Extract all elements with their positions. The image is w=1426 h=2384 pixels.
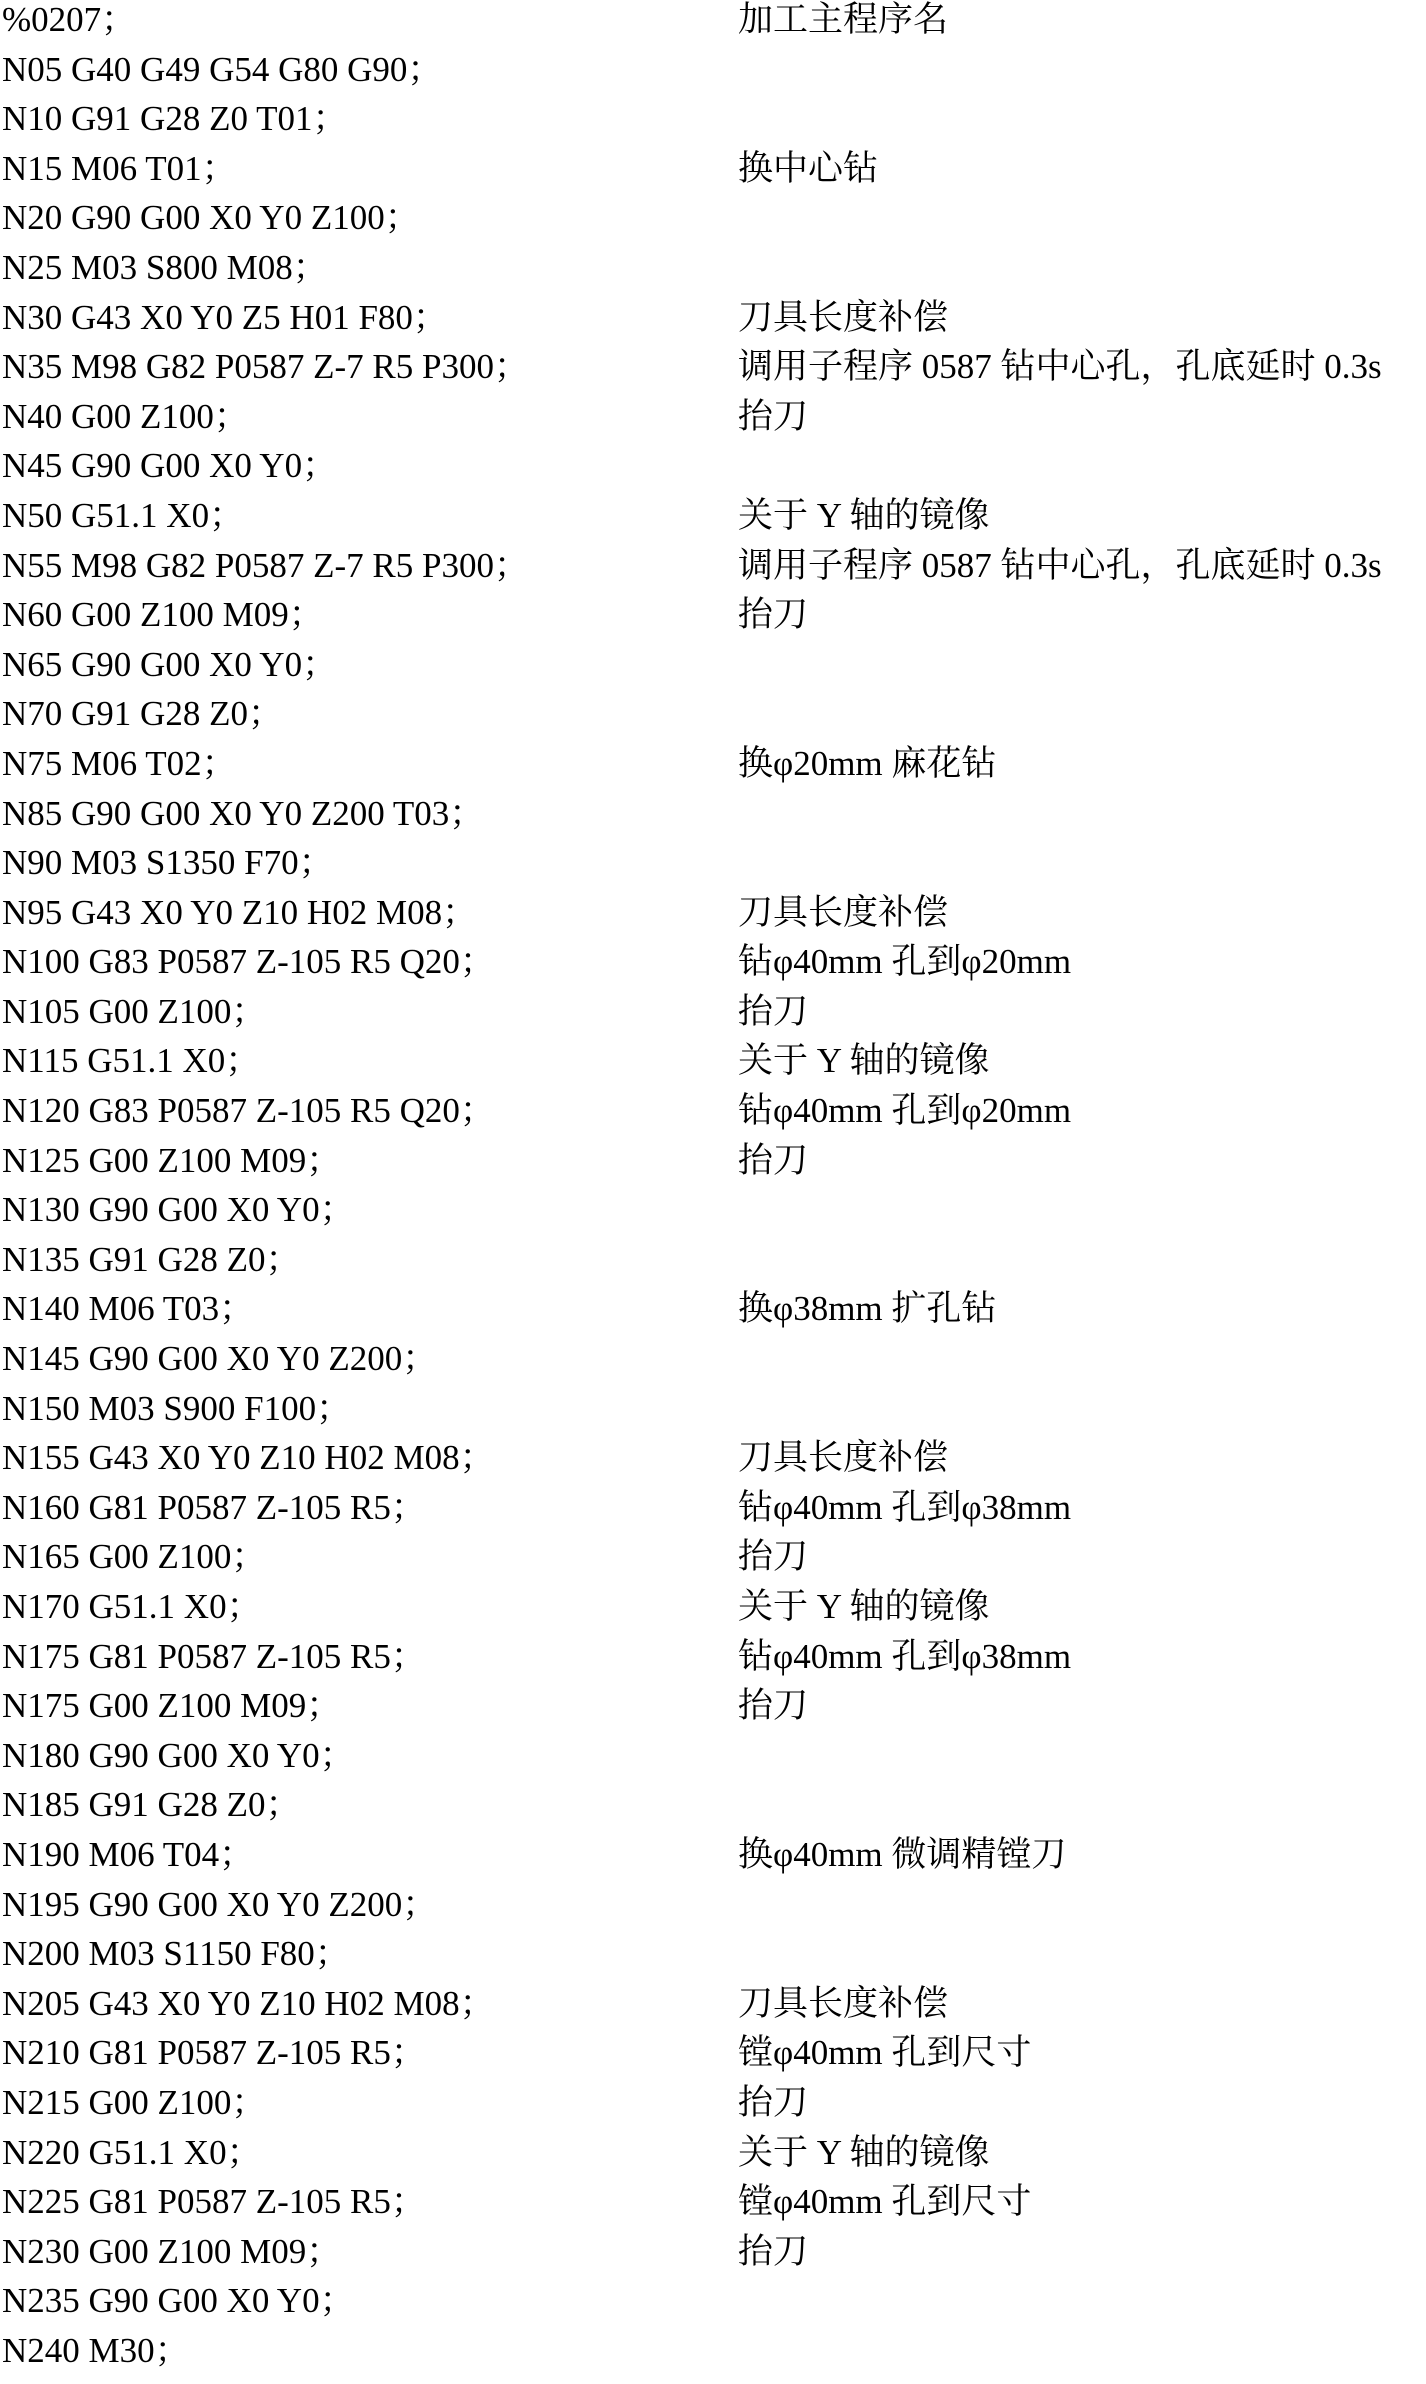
nc-code: N120 G83 P0587 Z-105 R5 Q20； bbox=[2, 1091, 495, 1131]
nc-comment: 抬刀 bbox=[738, 595, 809, 635]
nc-code: N05 G40 G49 G54 G80 G90； bbox=[2, 49, 443, 89]
nc-code: N135 G91 G28 Z0； bbox=[2, 1239, 301, 1279]
program-line bbox=[0, 942, 1426, 992]
nc-code: N200 M03 S1150 F80； bbox=[2, 1934, 350, 1974]
nc-comment: 刀具长度补偿 bbox=[738, 297, 949, 337]
nc-code: N225 G81 P0587 Z-105 R5； bbox=[2, 2182, 426, 2222]
nc-code: N10 G91 G28 Z0 T01； bbox=[2, 99, 348, 139]
nc-code: N40 G00 Z100； bbox=[2, 396, 249, 436]
nc-code: N35 M98 G82 P0587 Z-7 R5 P300； bbox=[2, 347, 529, 387]
nc-comment: 刀具长度补偿 bbox=[738, 1983, 949, 2023]
nc-code: N230 G00 Z100 M09； bbox=[2, 2231, 342, 2271]
nc-code: N70 G91 G28 Z0； bbox=[2, 694, 283, 734]
program-line bbox=[0, 1041, 1426, 1091]
nc-comment: 换φ20mm 麻花钻 bbox=[738, 743, 997, 783]
program-line bbox=[0, 1736, 1426, 1786]
nc-code: N15 M06 T01； bbox=[2, 148, 237, 188]
nc-code: N150 M03 S900 F100； bbox=[2, 1388, 352, 1428]
nc-code: N130 G90 G00 X0 Y0； bbox=[2, 1190, 355, 1230]
program-line bbox=[0, 99, 1426, 149]
nc-code: N75 M06 T02； bbox=[2, 743, 237, 783]
nc-code: N45 G90 G00 X0 Y0； bbox=[2, 446, 338, 486]
nc-code: N215 G00 Z100； bbox=[2, 2082, 267, 2122]
program-line bbox=[0, 595, 1426, 645]
nc-comment: 钻φ40mm 孔到φ20mm bbox=[738, 1091, 1072, 1131]
program-line bbox=[0, 1835, 1426, 1885]
program-line bbox=[0, 893, 1426, 943]
nc-code: N100 G83 P0587 Z-105 R5 Q20； bbox=[2, 942, 495, 982]
nc-code: N25 M03 S800 M08； bbox=[2, 247, 328, 287]
program-line bbox=[0, 0, 1426, 50]
program-line bbox=[0, 1389, 1426, 1439]
nc-code: N30 G43 X0 Y0 Z5 H01 F80； bbox=[2, 297, 448, 337]
program-line bbox=[0, 1240, 1426, 1290]
program-line bbox=[0, 1339, 1426, 1389]
program-line bbox=[0, 1587, 1426, 1637]
program-line bbox=[0, 2281, 1426, 2331]
program-line bbox=[0, 694, 1426, 744]
program-line bbox=[0, 1984, 1426, 2034]
program-line bbox=[0, 496, 1426, 546]
nc-code: N20 G90 G00 X0 Y0 Z100； bbox=[2, 198, 420, 238]
nc-comment: 抬刀 bbox=[738, 1537, 809, 1577]
nc-code: N235 G90 G00 X0 Y0； bbox=[2, 2281, 355, 2321]
program-line bbox=[0, 1190, 1426, 1240]
program-line bbox=[0, 645, 1426, 695]
nc-code: N125 G00 Z100 M09； bbox=[2, 1140, 342, 1180]
nc-comment: 抬刀 bbox=[738, 991, 809, 1031]
nc-comment: 换φ38mm 扩孔钻 bbox=[738, 1289, 997, 1329]
nc-comment: 关于 Y 轴的镜像 bbox=[738, 2132, 990, 2172]
program-line bbox=[0, 347, 1426, 397]
program-line bbox=[0, 2182, 1426, 2232]
nc-code: N50 G51.1 X0； bbox=[2, 495, 245, 535]
program-line bbox=[0, 2133, 1426, 2183]
nc-comment: 换中心钻 bbox=[738, 148, 879, 188]
nc-code: N95 G43 X0 Y0 Z10 H02 M08； bbox=[2, 892, 478, 932]
program-line bbox=[0, 546, 1426, 596]
nc-comment: 钻φ40mm 孔到φ20mm bbox=[738, 942, 1072, 982]
program-line bbox=[0, 149, 1426, 199]
nc-comment: 关于 Y 轴的镜像 bbox=[738, 1587, 990, 1626]
program-line bbox=[0, 2232, 1426, 2282]
nc-code: N165 G00 Z100； bbox=[2, 1537, 267, 1577]
nc-code: N195 G90 G00 X0 Y0 Z200； bbox=[2, 1884, 438, 1924]
nc-code: N115 G51.1 X0； bbox=[2, 1041, 261, 1081]
nc-comment: 抬刀 bbox=[738, 2231, 809, 2271]
nc-code: N55 M98 G82 P0587 Z-7 R5 P300； bbox=[2, 545, 529, 585]
nc-code: N155 G43 X0 Y0 Z10 H02 M08； bbox=[2, 1438, 495, 1478]
nc-code: N205 G43 X0 Y0 Z10 H02 M08； bbox=[2, 1983, 495, 2023]
nc-comment: 关于 Y 轴的镜像 bbox=[738, 1041, 990, 1081]
program-line bbox=[0, 992, 1426, 1042]
nc-code: N105 G00 Z100； bbox=[2, 991, 267, 1031]
program-line bbox=[0, 446, 1426, 496]
program-line bbox=[0, 1438, 1426, 1488]
nc-comment: 关于 Y 轴的镜像 bbox=[738, 495, 990, 535]
nc-comment: 钻φ40mm 孔到φ38mm bbox=[738, 1487, 1072, 1527]
program-line bbox=[0, 1637, 1426, 1687]
nc-comment: 调用子程序 0587 钻中心孔，孔底延时 0.3s bbox=[738, 347, 1382, 387]
nc-code: %0207； bbox=[2, 0, 137, 39]
nc-code: N175 G00 Z100 M09； bbox=[2, 1686, 342, 1726]
program-line bbox=[0, 298, 1426, 348]
program-line bbox=[0, 2033, 1426, 2083]
program-line bbox=[0, 1289, 1426, 1339]
program-line bbox=[0, 744, 1426, 794]
nc-code: N65 G90 G00 X0 Y0； bbox=[2, 644, 338, 684]
nc-comment: 抬刀 bbox=[738, 396, 809, 436]
program-line bbox=[0, 1934, 1426, 1984]
nc-comment: 抬刀 bbox=[738, 1140, 809, 1180]
program-line bbox=[0, 397, 1426, 447]
nc-comment: 换φ40mm 微调精镗刀 bbox=[738, 1834, 1067, 1874]
nc-code: N175 G81 P0587 Z-105 R5； bbox=[2, 1636, 426, 1676]
program-line bbox=[0, 1686, 1426, 1736]
nc-comment: 刀具长度补偿 bbox=[738, 892, 949, 932]
nc-code: N145 G90 G00 X0 Y0 Z200； bbox=[2, 1339, 438, 1379]
nc-code: N85 G90 G00 X0 Y0 Z200 T03； bbox=[2, 793, 485, 833]
nc-comment: 镗φ40mm 孔到尺寸 bbox=[738, 2033, 1032, 2073]
program-line bbox=[0, 2331, 1426, 2381]
nc-code: N190 M06 T04； bbox=[2, 1834, 255, 1874]
nc-comment: 加工主程序名 bbox=[738, 0, 949, 39]
program-line bbox=[0, 2083, 1426, 2133]
nc-code: N180 G90 G00 X0 Y0； bbox=[2, 1735, 355, 1775]
nc-comment: 抬刀 bbox=[738, 2082, 809, 2122]
program-line bbox=[0, 50, 1426, 100]
nc-code: N140 M06 T03； bbox=[2, 1289, 255, 1329]
nc-code: N185 G91 G28 Z0； bbox=[2, 1785, 301, 1825]
program-line bbox=[0, 198, 1426, 248]
nc-code: N60 G00 Z100 M09； bbox=[2, 595, 324, 635]
nc-comment: 调用子程序 0587 钻中心孔，孔底延时 0.3s bbox=[738, 545, 1382, 585]
program-line bbox=[0, 794, 1426, 844]
program-line bbox=[0, 1141, 1426, 1191]
nc-code: N220 G51.1 X0； bbox=[2, 2132, 262, 2172]
nc-code: N240 M30； bbox=[2, 2330, 190, 2370]
program-line bbox=[0, 1488, 1426, 1538]
nc-code: N90 M03 S1350 F70； bbox=[2, 843, 334, 883]
nc-comment: 刀具长度补偿 bbox=[738, 1438, 949, 1478]
program-line bbox=[0, 1785, 1426, 1835]
nc-comment: 钻φ40mm 孔到φ38mm bbox=[738, 1636, 1072, 1676]
program-line bbox=[0, 248, 1426, 298]
program-line bbox=[0, 1537, 1426, 1587]
program-line bbox=[0, 1091, 1426, 1141]
nc-code: N160 G81 P0587 Z-105 R5； bbox=[2, 1487, 426, 1527]
program-line bbox=[0, 843, 1426, 893]
nc-code: N210 G81 P0587 Z-105 R5； bbox=[2, 2033, 426, 2073]
nc-comment: 镗φ40mm 孔到尺寸 bbox=[738, 2182, 1032, 2222]
nc-code: N170 G51.1 X0； bbox=[2, 1587, 262, 1626]
program-line bbox=[0, 1885, 1426, 1935]
nc-comment: 抬刀 bbox=[738, 1686, 809, 1726]
